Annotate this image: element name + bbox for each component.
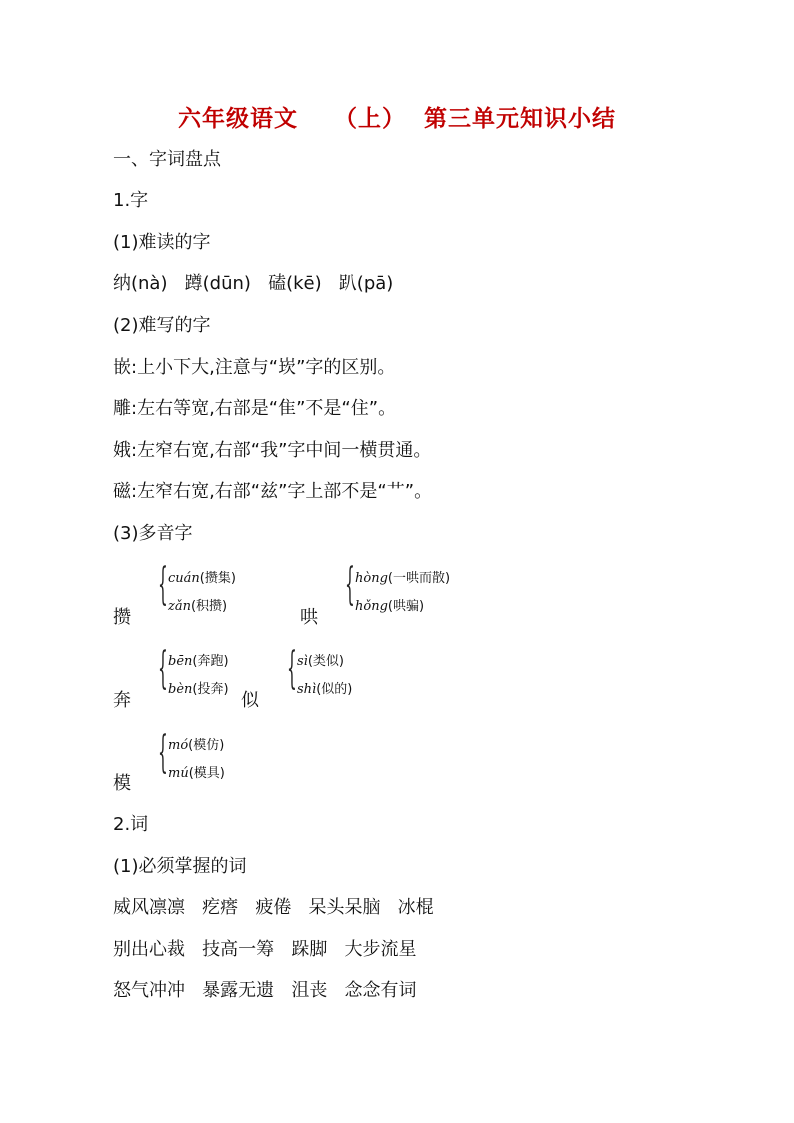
- hard-to-read-list: 纳(nà) 蹲(dūn) 磕(kē) 趴(pā): [113, 273, 394, 294]
- hard-to-write-item: 娥:左窄右宽,右部“我”字中间一横贯通。: [113, 440, 432, 461]
- subheading-must-master: (1)必须掌握的词: [113, 856, 247, 877]
- brace-icon: {: [158, 643, 168, 694]
- word-list-row: 怒气冲冲 暴露无遗 沮丧 念念有词: [113, 980, 417, 1001]
- page-title: 六年级语文 （上） 第三单元知识小结: [177, 106, 617, 132]
- word-list-row: 威风凛凛 疙瘩 疲倦 呆头呆脑 冰棍: [113, 897, 434, 918]
- brace-icon: {: [158, 559, 168, 610]
- pronunciation-2: shì(似的): [297, 682, 353, 697]
- hard-to-write-item: 磁:左窄右宽,右部“兹”字上部不是“艹”。: [113, 481, 433, 502]
- brace-icon: {: [345, 559, 355, 610]
- subheading-characters: 1.字: [113, 190, 149, 211]
- subheading-polyphonic: (3)多音字: [113, 523, 193, 544]
- polyphonic-char: 模: [113, 773, 131, 794]
- pronunciation-2: mú(模具): [168, 766, 225, 781]
- word-list-row: 别出心裁 技高一筹 跺脚 大步流星: [113, 939, 417, 960]
- pronunciation-2: zǎn(积攒): [168, 599, 228, 614]
- pronunciation-2: bèn(投奔): [168, 682, 229, 697]
- hard-to-write-item: 雕:左右等宽,右部是“隹”不是“住”。: [113, 398, 397, 419]
- subheading-hard-to-write: (2)难写的字: [113, 315, 211, 336]
- brace-icon: {: [287, 643, 297, 694]
- brace-icon: {: [158, 727, 168, 778]
- pronunciation-1: hòng(一哄而散): [355, 571, 451, 586]
- subheading-words: 2.词: [113, 814, 149, 835]
- subheading-hard-to-read: (1)难读的字: [113, 232, 211, 253]
- polyphonic-char: 攒: [113, 607, 131, 628]
- section-heading-words: 一、字词盘点: [113, 149, 221, 170]
- polyphonic-char: 似: [241, 690, 259, 711]
- hard-to-write-item: 嵌:上小下大,注意与“崁”字的区别。: [113, 357, 396, 378]
- polyphonic-char: 奔: [113, 690, 131, 711]
- polyphonic-char: 哄: [300, 607, 318, 628]
- pronunciation-1: bēn(奔跑): [168, 654, 229, 669]
- pronunciation-2: hǒng(哄骗): [355, 599, 425, 614]
- pronunciation-1: mó(模仿): [168, 738, 225, 753]
- pronunciation-1: sì(类似): [297, 654, 344, 669]
- pronunciation-1: cuán(攒集): [168, 571, 236, 586]
